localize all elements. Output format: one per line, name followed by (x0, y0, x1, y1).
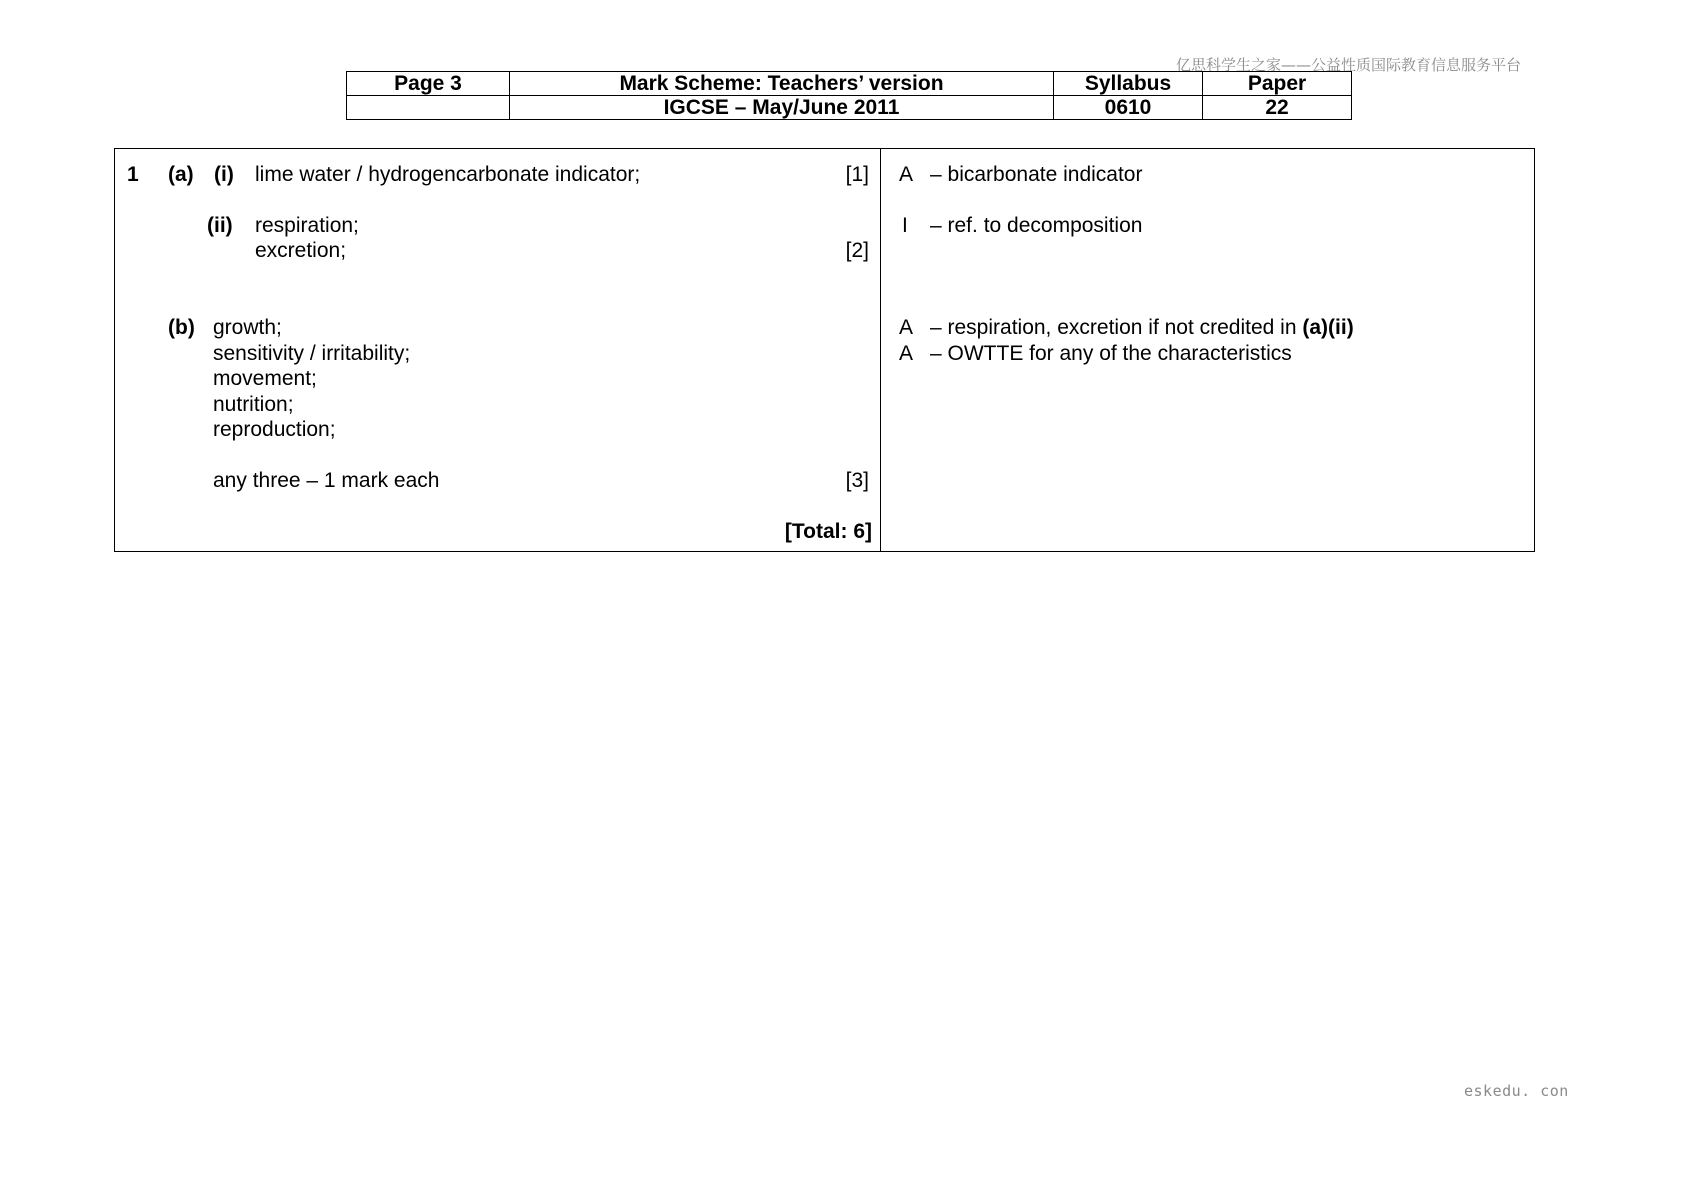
guidance-text (930, 316, 1354, 340)
sub-i-mark: [1] (845, 163, 869, 186)
sub-ii-label: (ii) (207, 214, 233, 237)
guidance-code: A (899, 163, 914, 186)
part-a-label: (a) (168, 163, 194, 186)
guidance-code: A (899, 316, 914, 339)
sub-ii-answer-2: excretion; (255, 239, 347, 262)
mark-scheme-table (114, 148, 1535, 552)
question-number: 1 (127, 163, 139, 186)
guidance-code: I (902, 214, 908, 237)
guidance-text-plain: – respiration, excretion if not credited in (930, 316, 1303, 339)
watermark-bottom: eskedu. con (1464, 1082, 1569, 1100)
part-b-answer-2: sensitivity / irritability; (213, 342, 411, 365)
part-b-answer-5: reproduction; (213, 418, 336, 441)
document-title: Mark Scheme: Teachers’ version (510, 72, 1054, 96)
syllabus-label: Syllabus (1054, 72, 1203, 96)
part-b-answer-4: nutrition; (213, 393, 294, 416)
guidance-text: – bicarbonate indicator (930, 163, 1143, 186)
syllabus-code: 0610 (1054, 96, 1203, 120)
part-b-label: (b) (168, 316, 195, 339)
exam-session: IGCSE – May/June 2011 (510, 96, 1054, 120)
paper-number: 22 (1203, 96, 1352, 120)
guidance-text: – ref. to decomposition (930, 214, 1143, 237)
part-b-answer-3: movement; (213, 367, 317, 390)
total-mark: [Total: 6] (784, 520, 872, 543)
header-blank-cell (347, 96, 510, 120)
column-divider (880, 149, 881, 551)
sub-i-answer: lime water / hydrogencarbonate indicator; (255, 163, 641, 186)
part-b-mark: [3] (845, 469, 869, 492)
guidance-code: A (899, 342, 914, 365)
paper-label: Paper (1203, 72, 1352, 96)
sub-i-label: (i) (214, 163, 234, 186)
guidance-text: – OWTTE for any of the characteristics (930, 342, 1292, 365)
part-b-note: any three – 1 mark each (213, 469, 440, 492)
watermark-top: 亿思科学生之家——公益性质国际教育信息服务平台 (1176, 56, 1522, 74)
sub-ii-mark: [2] (845, 239, 869, 262)
header-table (346, 71, 1352, 120)
sub-ii-answer-1: respiration; (255, 214, 359, 237)
page-number: Page 3 (347, 72, 510, 96)
guidance-text-bold: (a)(ii) (1302, 316, 1354, 339)
part-b-answer-1: growth; (213, 316, 282, 339)
